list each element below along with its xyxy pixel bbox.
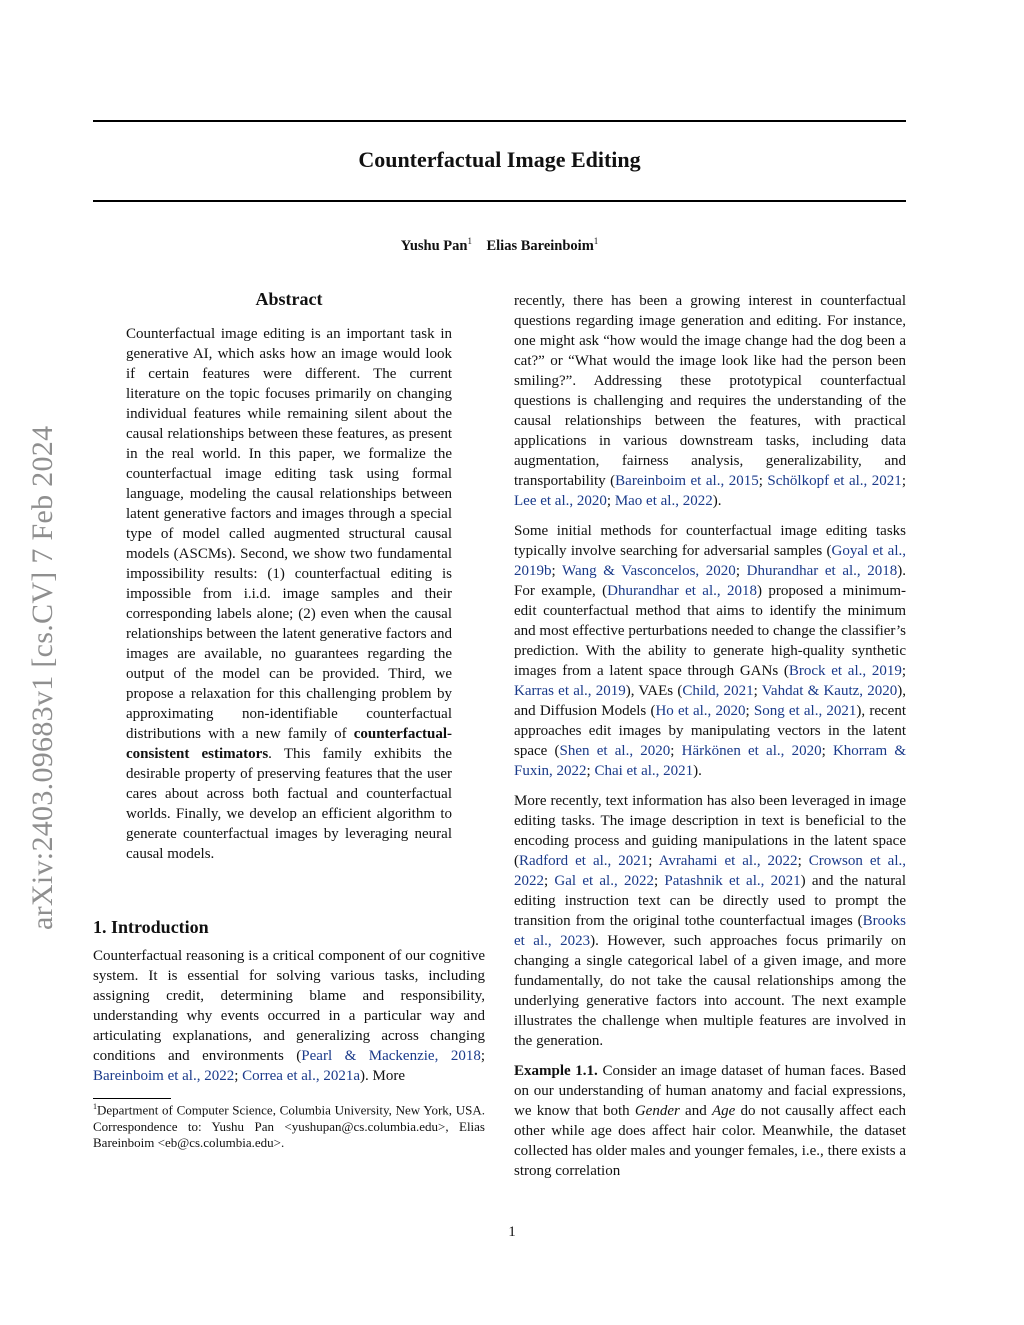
citation-link[interactable]: Dhurandhar et al., 2018 xyxy=(746,563,898,579)
right-column xyxy=(514,291,906,1191)
abstract-heading: Abstract xyxy=(255,289,323,309)
paragraph-text: do not causally affect each other while age does affect hair color. Meanwhile, the dataset collected has older males and younger females, i.e., there exists a strong correlation xyxy=(514,1103,906,1179)
citation-link[interactable]: Pearl & Mackenzie, 2018 xyxy=(301,1048,481,1064)
arxiv-stamp: arXiv:2403.09683v1 [cs.CV] 7 Feb 2024 xyxy=(26,425,59,930)
separator: ; xyxy=(234,1068,243,1084)
affiliation-mark: 1 xyxy=(467,236,472,246)
paragraph xyxy=(514,1061,906,1181)
affiliation-mark: 1 xyxy=(593,236,599,246)
paragraph: More recently, text information has also been leveraged in image editing tasks. The image description in text is beneficial to the encoding process and guiding manipulations in the latent space (Radford et al., 2021; Avrahami et al., 2022; Crowson et al., 2022; Gal et al., 2022; Patashnik et al., 2021) and the natural editing instruction text can be directly used to prompt the transition from the original tothe counterfactual images (Brooks et al., 2023). However, such approaches focus primarily on changing a single categorical label of a given image, and more fundamentally, do not take the causal relationships among the underlying generative factors into account. The next example illustrates the challenge when multiple features are involved in the generation. xyxy=(514,793,907,1049)
paragraph-text: ), recent approaches edit images by manipulating vectors in the latent space ( xyxy=(514,703,906,759)
citation-link[interactable]: Mao et al., 2022 xyxy=(614,493,713,509)
citation-link[interactable]: Karras et al., 2019 xyxy=(514,683,626,699)
paragraph-text: More recently, text information has also been leveraged in image editing tasks. The image description in text is beneficial to the encoding process and guiding manipulations in the latent space ( xyxy=(514,793,906,869)
paragraph-text: Some initial methods for counterfactual image editing tasks typically involve searching for adversarial samples ( xyxy=(514,523,906,559)
citation-link[interactable]: Goyal et al., 2019b xyxy=(514,543,906,579)
citation-link[interactable]: Avrahami et al., 2022 xyxy=(658,853,798,869)
paragraph-text: ), and Diffusion Models ( xyxy=(514,683,906,719)
citation-link[interactable]: Wang & Vasconcelos, 2020 xyxy=(562,563,736,579)
paragraph-text: Consider an image dataset of human faces. Based on our understanding of human anatomy and facial expressions, we know that both xyxy=(514,1063,907,1119)
citation-link[interactable]: Crowson et al., 2022 xyxy=(514,853,907,889)
abstract-text-part: Counterfactual image editing is an important task in generative AI, which asks how an image would look if certain features were different. The current literature on the topic focuses primarily on changing individual features while remaining silent about the causal relationships between these features, as present in the real world. In this paper, we formalize the counterfactual image editing task using formal language, modeling the causal relationships between latent generative factors and images through a special type of model called augmented structural causal models (ASCMs). Second, we show two fundamental impossibility results: (1) counterfactual editing is impossible from i.i.d. image samples and their corresponding labels alone; (2) even when the causal relationships between the latent generative factors and images are available, no guarantees regarding the output of the model can be provided. Third, we propose a relaxation for this challenging problem by approximating non-identifiable counterfactual distributions with a new family of xyxy=(126,326,452,742)
paper-title: Counterfactual Image Editing xyxy=(358,147,641,172)
citation-link[interactable]: Brock et al., 2019 xyxy=(788,663,902,679)
citation-link[interactable]: Khorram & Fuxin, 2022 xyxy=(514,743,906,779)
abstract-bold-term: counterfactual-consistent estimators xyxy=(126,726,452,762)
author-name: Elias Bareinboim xyxy=(486,237,594,254)
section-heading: 1. Introduction xyxy=(93,917,209,937)
abstract-text xyxy=(126,324,452,864)
citation-link[interactable]: Lee et al., 2020 xyxy=(514,493,607,509)
page-number: 1 xyxy=(508,1224,516,1240)
citation-link[interactable]: Chai et al., 2021 xyxy=(594,763,694,779)
example-label: Example 1.1. xyxy=(514,1063,598,1079)
paragraph-text: ). xyxy=(712,493,722,509)
citation-link[interactable]: Bareinboim et al., 2022 xyxy=(93,1068,235,1084)
math-variable: Gender xyxy=(634,1103,680,1119)
citation-link[interactable]: Radford et al., 2021 xyxy=(519,853,649,869)
footnote-mark: 1 xyxy=(93,1102,97,1111)
paragraph-text: Counterfactual reasoning is a critical component of our cognitive system. It is essential for solving various tasks, including assigning credit, determining blame and responsibility, understanding why events occurred in a particular way and articulating explanations, and generalizing across changing conditions and environments ( xyxy=(93,948,485,1064)
paragraph-text: ) proposed a minimum-edit counterfactual method that aims to identify the minimum and most effective perturbations needed to change the classifier’s prediction. With the ability to generate high-quality synthetic images from a latent space through GANs ( xyxy=(514,583,907,679)
citation-link[interactable]: Dhurandhar et al., 2018 xyxy=(607,583,757,599)
paragraph-text: ). More xyxy=(360,1068,406,1084)
citation-link[interactable]: Patashnik et al., 2021 xyxy=(664,873,801,889)
separator: ; xyxy=(480,1048,485,1064)
math-variable: Age xyxy=(711,1103,736,1119)
intro-paragraph xyxy=(93,946,485,1086)
citation-link[interactable]: Brooks et al., 2023 xyxy=(514,913,906,949)
citation-link[interactable]: Gal et al., 2022 xyxy=(554,873,654,889)
paragraph-text: ). However, such approaches focus primarily on changing a single categorical label of a given image, and more fundamentally, do not take the causal relationships among the underlying generative factors into account. The next example illustrates the challenge when multiple features are involved in the generation. xyxy=(514,933,906,1049)
citation-link[interactable]: Ho et al., 2020 xyxy=(655,703,746,719)
author-list xyxy=(93,236,906,255)
abstract-text-part: . This family exhibits the desirable property of preserving features that the user cares about across both factual and counterfactual worlds. Finally, we develop an efficient algorithm to generate counterfactual images by leveraging neural causal models. xyxy=(126,746,452,862)
top-rule xyxy=(93,120,906,122)
paragraph-text: ). For example, ( xyxy=(514,563,907,599)
citation-link[interactable]: Bareinboim et al., 2015 xyxy=(615,473,759,489)
paragraph-text: ), VAEs ( xyxy=(625,683,683,699)
citation-link[interactable]: Song et al., 2021 xyxy=(753,703,857,719)
paragraph: Some initial methods for counterfactual image editing tasks typically involve searching for adversarial samples (Goyal et al., 2019b; Wang & Vasconcelos, 2020; Dhurandhar et al., 2018). For example, (Dhurandhar et al., 2018) proposed a minimum-edit counterfactual method that aims to identify the minimum and most effective perturbations needed to change the classifier’s prediction. With the ability to generate high-quality synthetic images from a latent space through GANs (Brock et al., 2019; Karras et al., 2019), VAEs (Child, 2021; Vahdat & Kautz, 2020), and Diffusion Models (Ho et al., 2020; Song et al., 2021), recent approaches edit images by manipulating vectors in the latent space (Shen et al., 2020; Härkönen et al., 2020; Khorram & Fuxin, 2022; Chai et al., 2021). xyxy=(514,523,907,779)
paragraph-text: and xyxy=(679,1103,712,1119)
footnote-text: Department of Computer Science, Columbia University, New York, USA. Correspondence to: Yushu Pan <yushupan@cs.columbia.edu>, Elias Bareinboim <eb@cs.columbia.edu>. xyxy=(93,1102,485,1151)
author-name: Yushu Pan xyxy=(400,237,468,254)
citation-link[interactable]: Child, 2021 xyxy=(682,683,754,699)
paragraph-text: ) and the natural editing instruction text can be directly used to prompt the transition from the original tothe counterfactual images ( xyxy=(514,873,907,929)
paragraph-text: ). xyxy=(693,763,702,779)
title-rule xyxy=(93,200,906,202)
paragraph-text: recently, there has been a growing interest in counterfactual questions regarding image generation and editing. For instance, one might ask “how would the image change had the dog been a cat?” or “What would the image look like had the person been smiling?”. Addressing these prototypical counterfactual questions is challenging and requires the understanding of the causal relationships between the features, with practical applications in various downstream tasks, including data augmentation, fairness analysis, generalizability, and transportability ( xyxy=(514,293,906,489)
citation-link[interactable]: Schölkopf et al., 2021 xyxy=(767,473,902,489)
citation-link[interactable]: Shen et al., 2020 xyxy=(559,743,671,759)
citation-link[interactable]: Correa et al., 2021a xyxy=(242,1068,361,1084)
footnote xyxy=(93,1099,485,1152)
citation-link[interactable]: Vahdat & Kautz, 2020 xyxy=(761,683,898,699)
paragraph: recently, there has been a growing interest in counterfactual questions regarding image generation and editing. For instance, one might ask “how would the image change had the dog been a cat?” or “What would the image look like had the person been smiling?”. Addressing these prototypical counterfactual questions is challenging and requires the understanding of the causal relationships between the features, with practical applications in various downstream tasks, including data augmentation, fairness analysis, generalizability, and transportability (Bareinboim et al., 2015; Schölkopf et al., 2021; Lee et al., 2020; Mao et al., 2022). xyxy=(514,293,906,509)
citation-link[interactable]: Härkönen et al., 2020 xyxy=(681,743,822,759)
